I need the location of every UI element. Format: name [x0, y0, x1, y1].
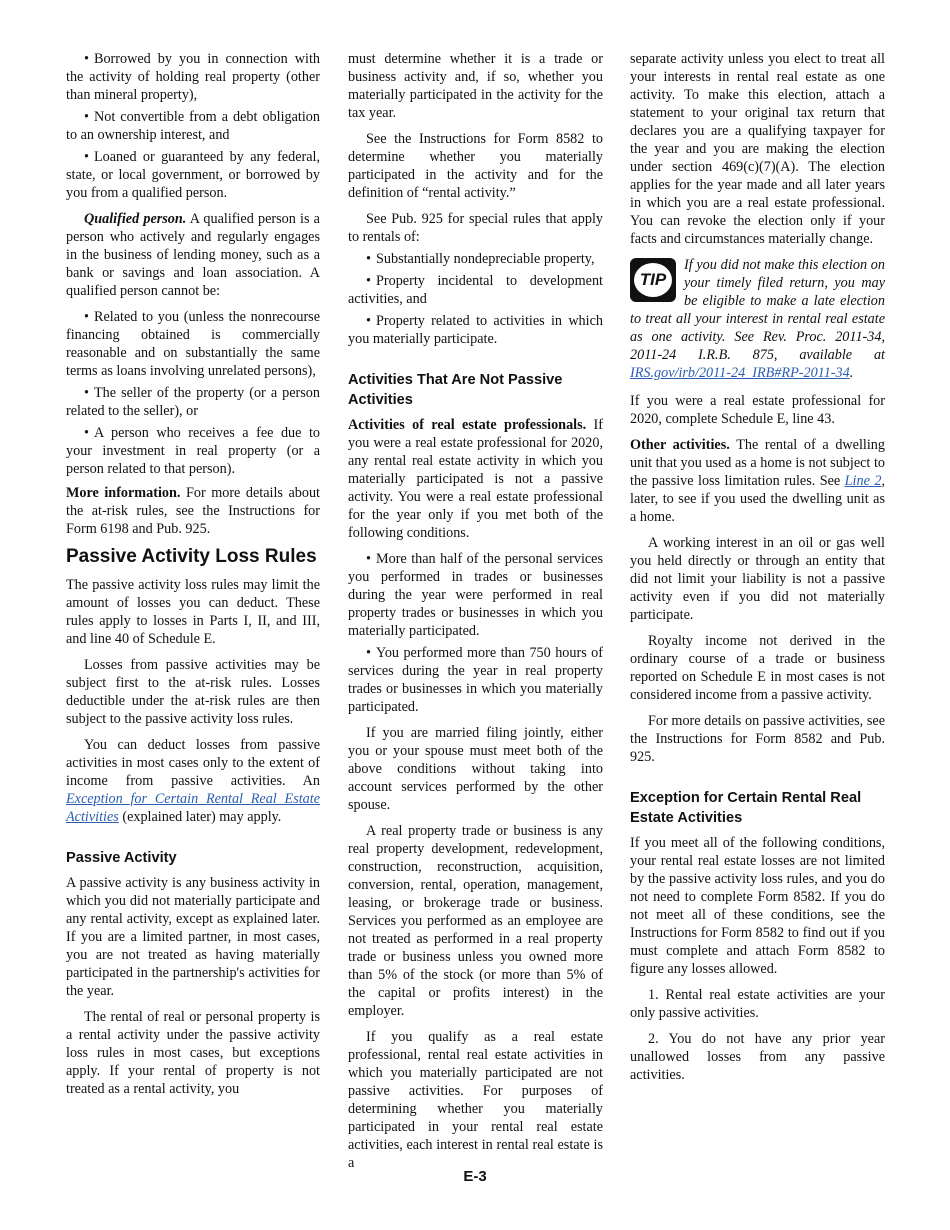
palr-para-2: Losses from passive activities may be subject first to the at-risk rules. Losses deductible under the at-risk rules are then subject to the passive activity loss rules.: [66, 657, 320, 727]
more-information-lead: More information.: [66, 485, 181, 501]
other-activities-para: Other activities. The rental of a dwelling unit that you used as a home is not subject to the passive loss limitation rules. See Line 2, later, to see if you used the dwelling unit as a home.: [630, 437, 885, 525]
exception-para: If you meet all of the following conditions, your rental real estate losses are not limited by the passive activity loss rules, and you do not need to complete Form 8582. If you do not meet all of these conditions, see the Instructions for Form 8582 to find out if you must complete and attach Form 8582 to figure any losses allowed.: [630, 835, 885, 977]
qualified-person-para: Qualified person. A qualified person is a person who actively and regularly engages in the business of lending money, such as a bank or savings and loan association. A qualified person cannot be:: [66, 211, 320, 299]
column-2: [348, 50, 603, 1180]
qualify-professional-para: If you qualify as a real estate professional, rental real estate activities in which you materially participated are not passive activities. For purposes of determining whether you materially participated in your rental real estate activities, each interest in rental real estate is a: [348, 1029, 603, 1171]
col2-para-1: must determine whether it is a trade or business activity and, if so, whether you materially participated in the activity for the tax year.: [348, 51, 603, 121]
column-1: [66, 50, 320, 1106]
col2-para-3: See Pub. 925 for special rules that apply to rentals of:: [348, 211, 603, 245]
married-filing-para: If you are married filing jointly, either you or your spouse must meet both of the above conditions without taking into account services performed by the other spouse.: [348, 725, 603, 813]
bullet-incidental: • Property incidental to development activities, and: [348, 272, 603, 308]
real-property-trade-para: A real property trade or business is any real property development, redevelopment, construction, reconstruction, acquisition, conversion, rental, operation, management, leasing, or brokerage trade or business. Services you performed as an employee are not treated as performed in a real property trade or business unless you owned more than 5% of the stock (or more than 5% of the capital or profits interest) in the employer.: [348, 823, 603, 1019]
palr-para-1: The passive activity loss rules may limit the amount of losses you can deduct. These rules apply to losses in Parts I, II, and III, and line 40 of Schedule E.: [66, 577, 320, 647]
column-3: [630, 50, 885, 1092]
line-2-link[interactable]: Line 2: [844, 473, 882, 489]
bullet-750-hours: • You performed more than 750 hours of services during the year in real property trades or businesses in which you materially participated.: [348, 644, 603, 716]
heading-passive-activity-loss-rules: Passive Activity Loss Rules: [66, 546, 317, 567]
more-details-para: For more details on passive activities, see the Instructions for Form 8582 and Pub. 925.: [630, 713, 885, 765]
bullet-related: • Related to you (unless the nonrecourse financing obtained is commercially reasonable and on substantially the same terms as loans involving unrelated persons),: [66, 308, 320, 380]
bullet-not-convertible: • Not convertible from a debt obligation to an ownership interest, and: [66, 108, 320, 144]
bullet-seller: • The seller of the property (or a person related to the seller), or: [66, 384, 320, 420]
bullet-nondepreciable: • Substantially nondepreciable property,: [348, 250, 603, 268]
page-number: E-3: [463, 1168, 487, 1185]
working-interest-para: A working interest in an oil or gas well you held directly or through an entity that did not limit your liability is not a passive activity even if you did not materially participate.: [630, 535, 885, 623]
col2-para-2: See the Instructions for Form 8582 to determine whether you materially participated in the activity and for the definition of “rental activity.”: [348, 131, 603, 201]
irs-irb-link[interactable]: IRS.gov/irb/2011-24_IRB#RP-2011-34: [630, 365, 850, 381]
condition-2: 2. You do not have any prior year unallowed losses from any passive activities.: [630, 1031, 885, 1083]
qualified-person-lead: Qualified person.: [84, 211, 187, 227]
bullet-related-activities: • Property related to activities in which you materially participate.: [348, 312, 603, 348]
bullet-more-than-half: • More than half of the personal services you performed in trades or businesses during the year were performed in real property trades or businesses in which you materially participated.: [348, 550, 603, 640]
heading-not-passive-activities: Activities That Are Not Passive Activities: [348, 372, 563, 408]
palr-para-3: You can deduct losses from passive activities in most cases only to the extent of income from passive activities. An Exception for Certain Rental Real Estate Activities (explained later) may apply.: [66, 737, 320, 825]
tip-box: TIP If you did not make this election on your timely filed return, you may be eligible to make a late election to treat all your interest in rental real estate as one activity. See Rev. Proc. 2011-34, 2011-24 I.R.B. 875, available at IRS.gov/irb/2011-24_IRB#RP-2011-34.: [630, 257, 885, 381]
condition-1: 1. Rental real estate activities are your only passive activities.: [630, 987, 885, 1021]
real-estate-professionals-para: Activities of real estate professionals. If you were a real estate professional for 2020, any rental real estate activity in which you materially participated is not a passive activity. You were a real estate professional for the year only if you met both of the following conditions.: [348, 417, 604, 541]
other-activities-lead: Other activities.: [630, 437, 730, 453]
real-estate-professionals-lead: Activities of real estate professionals.: [348, 417, 587, 433]
col3-para-2: If you were a real estate professional for 2020, complete Schedule E, line 43.: [630, 393, 885, 427]
heading-passive-activity: Passive Activity: [66, 850, 177, 866]
passive-activity-para-2: The rental of real or personal property is a rental activity under the passive activity loss rules in most cases, but exceptions apply. If your rental of property is not treated as a rental activity, you: [66, 1009, 320, 1097]
tip-icon: TIP: [630, 258, 676, 302]
exception-link[interactable]: Exception for Certain Rental Real Estate Activities: [66, 791, 320, 825]
more-information-para: More information. For more details about the at-risk rules, see the Instructions for Form 6198 and Pub. 925.: [66, 485, 320, 537]
passive-activity-para-1: A passive activity is any business activity in which you did not materially participate and any rental activity, except as explained later. If you are a limited partner, in most cases, you are not treated as having materially participated in the partnership's activities for the year.: [66, 875, 320, 999]
bullet-loaned: • Loaned or guaranteed by any federal, state, or local government, or borrowed by you from a qualified person.: [66, 148, 320, 202]
bullet-fee: • A person who receives a fee due to your investment in real property (or a person related to that person).: [66, 424, 320, 478]
heading-exception-rental-real-estate: Exception for Certain Rental Real Estate Activities: [630, 790, 862, 826]
bullet-borrowed: • Borrowed by you in connection with the activity of holding real property (other than mineral property),: [66, 50, 320, 104]
royalty-income-para: Royalty income not derived in the ordinary course of a trade or business reported on Schedule E in most cases is not considered income from a passive activity.: [630, 633, 885, 703]
col3-para-1: separate activity unless you elect to treat all your interests in rental real estate as one activity. To make this election, attach a statement to your original tax return that declares you are a qualifying taxpayer for the year and you are making the election under section 469(c)(7)(A). The election applies for the year made and all later years in which you are a real estate professional. You can revoke the election only if your facts and circumstances materially change.: [630, 51, 885, 247]
